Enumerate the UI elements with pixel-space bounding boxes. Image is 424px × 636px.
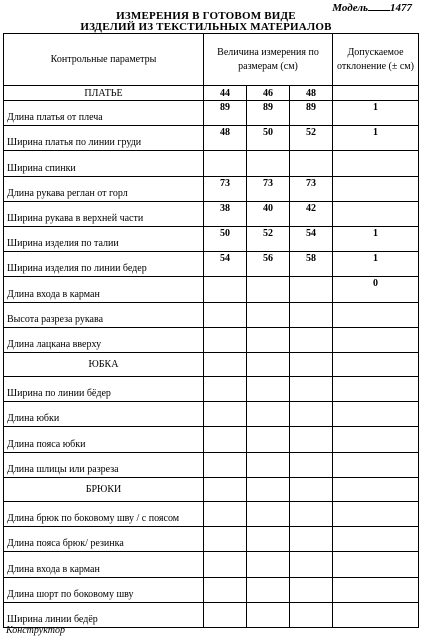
document-title-line-1: ИЗМЕРЕНИЯ В ГОТОВОМ ВИДЕ	[116, 10, 296, 22]
tolerance-value	[333, 402, 419, 427]
table-row	[4, 151, 419, 176]
table-row	[4, 201, 419, 226]
param-label: Длина пояса юбки	[4, 427, 204, 452]
table-row	[4, 101, 419, 126]
measurements-table	[3, 33, 419, 628]
section-row	[4, 477, 419, 501]
size-cell: 44	[204, 86, 247, 101]
measure-value	[247, 527, 290, 552]
measure-value: 89	[247, 101, 290, 126]
tolerance-value: 1	[333, 226, 419, 251]
measure-value	[247, 502, 290, 527]
param-label: Ширина платья по линии груди	[4, 126, 204, 151]
measure-value: 50	[247, 126, 290, 151]
constructor-signature-label: Конструктор	[6, 625, 65, 636]
measure-value: 73	[204, 176, 247, 201]
table-row	[4, 577, 419, 602]
param-label: Ширина линии бедёр	[4, 602, 204, 627]
measure-value	[204, 402, 247, 427]
measure-value	[290, 527, 333, 552]
tolerance-value	[333, 477, 419, 501]
measure-value	[247, 602, 290, 627]
measure-value	[247, 577, 290, 602]
measure-value	[290, 452, 333, 477]
measure-value	[247, 151, 290, 176]
table-row	[4, 527, 419, 552]
measure-value	[290, 402, 333, 427]
measure-value	[204, 352, 247, 376]
param-label: Длина лацкана вверху	[4, 327, 204, 352]
param-label: Длина шорт по боковому шву	[4, 577, 204, 602]
tolerance-value	[333, 502, 419, 527]
tolerance-value	[333, 352, 419, 376]
param-label: Ширина спинки	[4, 151, 204, 176]
measure-value: 73	[247, 176, 290, 201]
param-label: Длина рукава реглан от горл	[4, 176, 204, 201]
tolerance-value: 1	[333, 252, 419, 277]
table-row	[4, 452, 419, 477]
param-label: Длина шлицы или разреза	[4, 452, 204, 477]
param-label: Длина брюк по боковому шву / с поясом	[4, 502, 204, 527]
measure-value	[290, 577, 333, 602]
header-params: Контрольные параметры	[4, 34, 204, 86]
measure-value: 73	[290, 176, 333, 201]
measure-value	[204, 577, 247, 602]
measure-value	[204, 327, 247, 352]
tolerance-value	[333, 552, 419, 577]
size-cell: 46	[247, 86, 290, 101]
measure-value	[204, 277, 247, 302]
measure-value	[247, 452, 290, 477]
tolerance-value	[333, 151, 419, 176]
measure-value	[247, 302, 290, 327]
table-header-row	[4, 34, 419, 86]
measure-value	[290, 427, 333, 452]
table-row	[4, 552, 419, 577]
measure-value: 52	[290, 126, 333, 151]
measure-value: 89	[204, 101, 247, 126]
tolerance-value	[333, 302, 419, 327]
measure-value: 52	[247, 226, 290, 251]
measure-value	[247, 477, 290, 501]
table-row	[4, 277, 419, 302]
param-label: Высота разреза рукава	[4, 302, 204, 327]
measure-value	[290, 151, 333, 176]
measure-value	[204, 527, 247, 552]
measure-value	[247, 352, 290, 376]
measure-value	[290, 327, 333, 352]
measure-value	[290, 602, 333, 627]
table-row	[4, 176, 419, 201]
measure-value: 54	[204, 252, 247, 277]
measure-value	[290, 277, 333, 302]
tolerance-value	[333, 602, 419, 627]
param-label: Ширина изделия по линии бедер	[4, 252, 204, 277]
measure-value	[290, 302, 333, 327]
measure-value	[204, 477, 247, 501]
table-row	[4, 502, 419, 527]
measure-value: 38	[204, 201, 247, 226]
section-row	[4, 352, 419, 376]
tolerance-value: 0	[333, 277, 419, 302]
table-row	[4, 126, 419, 151]
param-label: Длина пояса брюк/ резинка	[4, 527, 204, 552]
measure-value	[204, 602, 247, 627]
param-label: Ширина изделия по талии	[4, 226, 204, 251]
table-row	[4, 602, 419, 627]
param-label: Длина входа в карман	[4, 277, 204, 302]
sizes-row	[4, 86, 419, 101]
param-label: Ширина рукава в верхней части	[4, 201, 204, 226]
table-row	[4, 252, 419, 277]
measure-value	[290, 477, 333, 501]
measure-value	[204, 151, 247, 176]
measure-value	[247, 377, 290, 402]
table-row	[4, 427, 419, 452]
tolerance-value: 1	[333, 101, 419, 126]
tolerance-value	[333, 201, 419, 226]
section-label: БРЮКИ	[4, 477, 204, 501]
measure-value: 42	[290, 201, 333, 226]
measure-value: 50	[204, 226, 247, 251]
measure-value	[204, 377, 247, 402]
measure-value	[247, 327, 290, 352]
size-tolerance-empty	[333, 86, 419, 101]
measure-value	[290, 552, 333, 577]
table-row	[4, 327, 419, 352]
param-label: Ширина по линии бёдер	[4, 377, 204, 402]
param-label: Длина юбки	[4, 402, 204, 427]
section-label: ЮБКА	[4, 352, 204, 376]
measure-value	[247, 277, 290, 302]
tolerance-value: 1	[333, 126, 419, 151]
header-measurement: Величина измерения по размерам (см)	[204, 34, 333, 86]
param-label: Длина входа в карман	[4, 552, 204, 577]
tolerance-value	[333, 327, 419, 352]
model-value: 1477	[390, 2, 412, 14]
measure-value: 58	[290, 252, 333, 277]
size-cell: 48	[290, 86, 333, 101]
table-row	[4, 402, 419, 427]
measure-value: 54	[290, 226, 333, 251]
measure-value	[204, 552, 247, 577]
measure-value	[247, 552, 290, 577]
measure-value	[204, 427, 247, 452]
measure-value	[204, 302, 247, 327]
measure-value: 48	[204, 126, 247, 151]
tolerance-value	[333, 577, 419, 602]
measure-value	[247, 427, 290, 452]
measure-value	[290, 352, 333, 376]
tolerance-value	[333, 427, 419, 452]
model-label: Модель	[332, 2, 368, 14]
measure-value: 89	[290, 101, 333, 126]
table-row	[4, 302, 419, 327]
measure-value	[204, 502, 247, 527]
document-title-line-2: ИЗДЕЛИЙ ИЗ ТЕКСТИЛЬНЫХ МАТЕРИАЛОВ	[80, 21, 332, 33]
measure-value	[204, 452, 247, 477]
tolerance-value	[333, 452, 419, 477]
measure-value: 40	[247, 201, 290, 226]
tolerance-value	[333, 377, 419, 402]
measure-value	[247, 402, 290, 427]
section-dress: ПЛАТЬЕ	[4, 86, 204, 101]
measure-value	[290, 502, 333, 527]
table-row	[4, 226, 419, 251]
table-row	[4, 377, 419, 402]
tolerance-value	[333, 527, 419, 552]
tolerance-value	[333, 176, 419, 201]
header-tolerance: Допускаемое отклонение (± см)	[333, 34, 419, 86]
measure-value: 56	[247, 252, 290, 277]
measure-value	[290, 377, 333, 402]
param-label: Длина платья от плеча	[4, 101, 204, 126]
